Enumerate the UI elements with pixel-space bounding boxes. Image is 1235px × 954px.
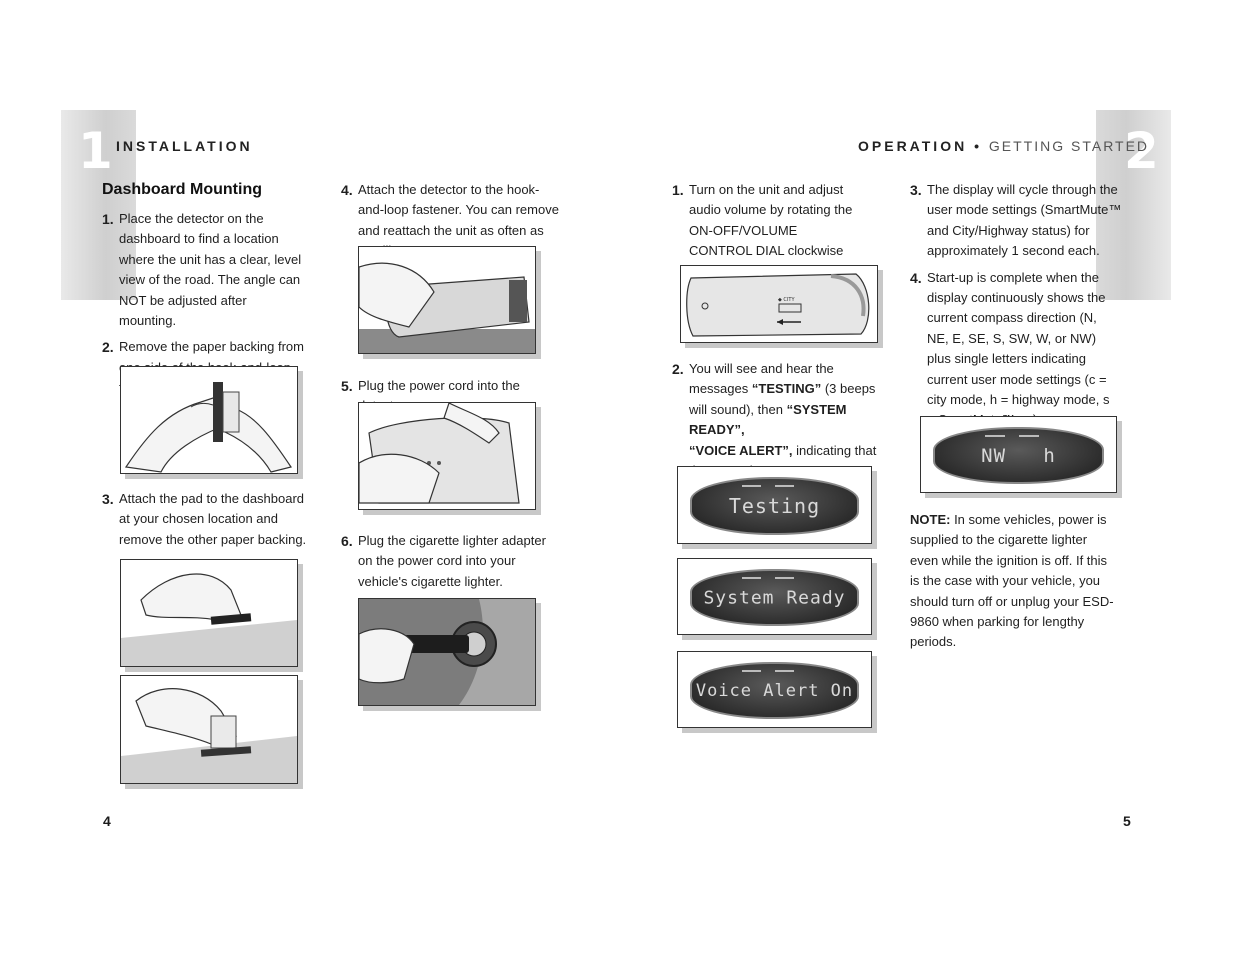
step-text: Remove the paper backing from [119, 339, 304, 355]
chapter-number-left: 1 [78, 122, 113, 180]
step-3 [910, 180, 1130, 262]
chapter-title-right [858, 138, 1149, 154]
step-number: 1. [102, 211, 114, 227]
lcd-text: NW h [981, 444, 1056, 467]
step-text: The display will cycle through the user mode settings (SmartMute™ and City/Highway status) for approximately 1 second each. [927, 182, 1122, 259]
system-ready-message: “SYSTEM READY”, [689, 401, 847, 438]
note-text: In some vehicles, power is supplied to the cigarette lighter even while the ignition is off. If this is the case with your vehicle, you should turn off or unplug your ESD-9860 when parking for lengthy periods. [910, 512, 1114, 650]
step-1 [102, 209, 307, 331]
step-text: Attach the detector to the hook-and-loop fastener. You can remove and reattach the unit as often as [358, 182, 559, 238]
lcd-screen [690, 662, 859, 719]
section-title: Dashboard Mounting [102, 181, 262, 198]
lcd-dash [775, 485, 795, 487]
display-compass [920, 416, 1117, 493]
chapter-title-left: INSTALLATION [116, 138, 253, 154]
op-steps-3-4 [910, 180, 1130, 437]
step-6 [341, 531, 551, 592]
lcd-screen [690, 477, 859, 535]
steps-col1-b [102, 489, 307, 556]
step-text-mid: (3 beeps will sound), then [689, 381, 876, 417]
step-text: Plug the power cord into the [358, 378, 520, 393]
testing-message: “TESTING” [751, 381, 822, 397]
figure-volume-dial [680, 265, 878, 343]
step-text: Place the detector on the dashboard to find a location where the unit has a clear, level view of the road. The angle can NOT be adjusted after mounting. [119, 211, 302, 329]
device-city-label: ◆ CITY [778, 297, 795, 303]
lcd-screen [933, 427, 1104, 484]
chapter-number-right: 2 [1124, 122, 1159, 180]
step-3 [102, 489, 307, 550]
step-2 [672, 359, 887, 481]
page-number-left: 4 [103, 813, 111, 829]
step-number: 1. [672, 182, 684, 198]
step-number: 2. [672, 361, 684, 377]
step-number: 4. [910, 269, 922, 286]
lcd-dash [775, 577, 795, 579]
display-system-ready [677, 558, 872, 635]
step-number: 5. [341, 378, 353, 394]
step-text: Turn on the unit and adjust audio volume by rotating the ON-OFF/VOLUME CONTROL DIAL clockwise [689, 182, 853, 259]
step-number: 6. [341, 533, 353, 549]
display-voice-alert [677, 651, 872, 728]
figure-remove-backing [120, 675, 298, 784]
note-paragraph [910, 510, 1115, 653]
lcd-text: Voice Alert On [695, 680, 854, 701]
page-number-right: 5 [1123, 813, 1131, 829]
display-testing [677, 466, 872, 544]
step-number: 4. [341, 182, 353, 198]
step-number: 3. [910, 182, 922, 198]
lcd-text: System Ready [703, 587, 846, 608]
step-number: 3. [102, 491, 114, 507]
step-text: Plug the cigarette lighter adapter on the power cord into your vehicle's cigarette lighter. [358, 533, 546, 589]
step-text [689, 359, 887, 481]
chapter-title-text: OPERATION [858, 138, 968, 154]
step-text-post: indicating that [796, 442, 877, 458]
step-number: 2. [102, 339, 114, 356]
step-text: Attach the pad to the dashboard at your chosen location and remove the other paper backing. [119, 491, 307, 547]
lcd-dash [775, 670, 795, 672]
lcd-dash [742, 577, 762, 579]
note-label: NOTE: [910, 512, 951, 527]
figure-plug-power-cord [358, 402, 536, 510]
lcd-screen [690, 569, 859, 626]
lcd-dash [742, 670, 762, 672]
chapter-subtitle: GETTING STARTED [988, 138, 1150, 154]
step-text-pre: You will see and hear the messages [689, 361, 834, 397]
steps-col2-c [341, 531, 551, 598]
lcd-text: Testing [728, 494, 821, 518]
figure-attach-pad [120, 559, 298, 667]
figure-cigarette-lighter [358, 598, 536, 706]
chapter-title-bullet: • [967, 138, 989, 154]
lcd-dash [742, 485, 762, 487]
step-text: Start-up is complete when the display continuously shows the current compass direction (N, NE, E, SE, S, SW, W, or NW) plus single letters indicating current user mode settings (c = city mode, h = highway mode, s [927, 269, 1110, 408]
lcd-dash [985, 435, 1005, 437]
figure-attach-detector [358, 246, 536, 354]
voice-alert-message: “VOICE ALERT”, [689, 442, 793, 458]
figure-peel-backing [120, 366, 298, 474]
step-4 [910, 268, 1120, 431]
lcd-dash [1019, 435, 1039, 437]
